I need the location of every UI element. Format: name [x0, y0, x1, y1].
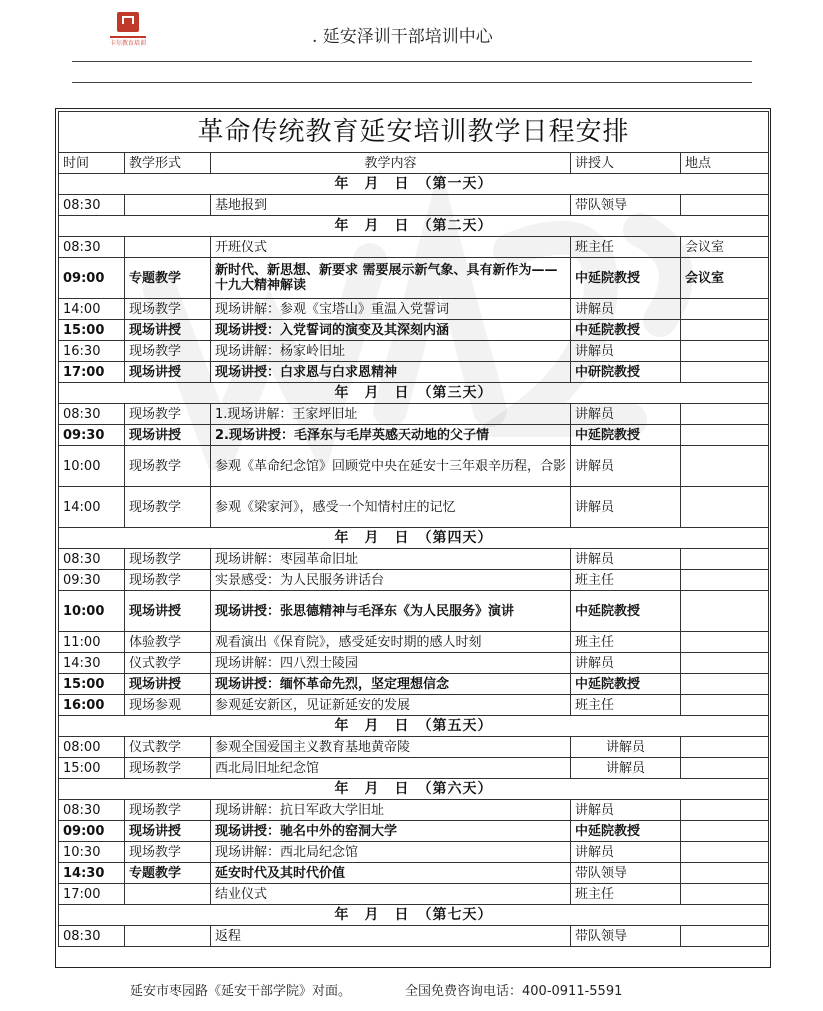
content-cell: 参观《梁家河》，感受一个知情村庄的记忆 — [211, 487, 571, 528]
place-cell — [681, 884, 769, 905]
schedule-row — [59, 487, 769, 528]
footer-phone: 全国免费咨询电话：400-0911-5591 — [405, 984, 623, 999]
form-cell: 现场教学 — [125, 842, 211, 863]
content-cell: 现场讲授：入党誓词的演变及其深刻内涵 — [211, 320, 571, 341]
page-header — [0, 0, 823, 90]
time-cell: 15:00 — [59, 674, 125, 695]
form-cell: 现场教学 — [125, 800, 211, 821]
place-cell — [681, 863, 769, 884]
teacher-cell: 中延院教授 — [571, 821, 681, 842]
schedule-row — [59, 800, 769, 821]
time-cell: 17:00 — [59, 884, 125, 905]
time-cell: 09:30 — [59, 570, 125, 591]
place-cell — [681, 821, 769, 842]
schedule-row — [59, 341, 769, 362]
column-header-form: 教学形式 — [125, 153, 211, 174]
content-cell: 参观《革命纪念馆》回顾党中央在延安十三年艰辛历程，合影 — [211, 446, 571, 487]
schedule-row — [59, 549, 769, 570]
time-cell: 14:30 — [59, 863, 125, 884]
form-cell: 现场教学 — [125, 446, 211, 487]
day-label: 年 月 日 （第一天） — [59, 174, 769, 195]
place-cell — [681, 341, 769, 362]
content-cell: 现场讲解：四八烈士陵园 — [211, 653, 571, 674]
content-cell: 延安时代及其时代价值 — [211, 863, 571, 884]
form-cell: 现场讲授 — [125, 591, 211, 632]
schedule-row — [59, 570, 769, 591]
place-cell — [681, 632, 769, 653]
content-cell: 实景感受：为人民服务讲话台 — [211, 570, 571, 591]
content-cell: 现场讲授：张思德精神与毛泽东《为人民服务》演讲 — [211, 591, 571, 632]
teacher-cell: 班主任 — [571, 632, 681, 653]
schedule-row — [59, 653, 769, 674]
place-cell — [681, 425, 769, 446]
time-cell: 08:30 — [59, 549, 125, 570]
content-cell: 返程 — [211, 926, 571, 947]
day-label: 年 月 日 （第四天） — [59, 528, 769, 549]
day-label: 年 月 日 （第六天） — [59, 779, 769, 800]
content-cell: 现场讲授：驰名中外的窑洞大学 — [211, 821, 571, 842]
place-cell — [681, 195, 769, 216]
place-cell — [681, 653, 769, 674]
content-cell: 参观延安新区，见证新延安的发展 — [211, 695, 571, 716]
content-cell: 现场讲授：白求恩与白求恩精神 — [211, 362, 571, 383]
day-header-row — [59, 216, 769, 237]
time-cell: 10:00 — [59, 446, 125, 487]
day-header-row — [59, 383, 769, 404]
content-cell: 现场讲解：枣园革命旧址 — [211, 549, 571, 570]
place-cell — [681, 926, 769, 947]
column-header-place: 地点 — [681, 153, 769, 174]
place-cell — [681, 404, 769, 425]
place-cell — [681, 299, 769, 320]
time-cell: 14:00 — [59, 487, 125, 528]
content-cell: 现场讲解：杨家岭旧址 — [211, 341, 571, 362]
content-cell: 2.现场讲授：毛泽东与毛岸英感天动地的父子情 — [211, 425, 571, 446]
schedule-row — [59, 926, 769, 947]
schedule-table — [58, 111, 769, 947]
schedule-row — [59, 758, 769, 779]
time-cell: 08:00 — [59, 737, 125, 758]
day-header-row — [59, 174, 769, 195]
column-header-teacher: 讲授人 — [571, 153, 681, 174]
schedule-row — [59, 842, 769, 863]
place-cell — [681, 591, 769, 632]
center-name: . 延安泽训干部培训中心 — [312, 27, 493, 47]
schedule-row — [59, 446, 769, 487]
teacher-cell: 班主任 — [571, 237, 681, 258]
form-cell — [125, 926, 211, 947]
form-cell: 仪式教学 — [125, 653, 211, 674]
content-cell: 新时代、新思想、新要求 需要展示新气象、具有新作为——十九大精神解读 — [211, 258, 571, 299]
schedule-row — [59, 591, 769, 632]
form-cell: 现场教学 — [125, 341, 211, 362]
time-cell: 11:00 — [59, 632, 125, 653]
place-cell — [681, 758, 769, 779]
header-row — [59, 153, 769, 174]
teacher-cell: 中延院教授 — [571, 591, 681, 632]
form-cell — [125, 195, 211, 216]
content-cell: 现场讲解：西北局纪念馆 — [211, 842, 571, 863]
form-cell: 体验教学 — [125, 632, 211, 653]
teacher-cell: 讲解员 — [571, 737, 681, 758]
time-cell: 15:00 — [59, 320, 125, 341]
schedule-row — [59, 821, 769, 842]
place-cell — [681, 737, 769, 758]
time-cell: 09:00 — [59, 821, 125, 842]
schedule-row — [59, 362, 769, 383]
header-rule-bottom — [72, 82, 752, 83]
place-cell — [681, 487, 769, 528]
teacher-cell: 中延院教授 — [571, 425, 681, 446]
teacher-cell: 中延院教授 — [571, 258, 681, 299]
teacher-cell: 班主任 — [571, 695, 681, 716]
teacher-cell: 讲解员 — [571, 549, 681, 570]
form-cell: 现场讲授 — [125, 821, 211, 842]
schedule-row — [59, 320, 769, 341]
form-cell: 现场讲授 — [125, 425, 211, 446]
teacher-cell: 班主任 — [571, 884, 681, 905]
form-cell: 现场教学 — [125, 299, 211, 320]
time-cell: 08:30 — [59, 195, 125, 216]
schedule-row — [59, 674, 769, 695]
teacher-cell: 讲解员 — [571, 653, 681, 674]
time-cell: 17:00 — [59, 362, 125, 383]
time-cell: 08:30 — [59, 237, 125, 258]
day-label: 年 月 日 （第五天） — [59, 716, 769, 737]
teacher-cell: 讲解员 — [571, 487, 681, 528]
time-cell: 08:30 — [59, 800, 125, 821]
time-cell: 16:30 — [59, 341, 125, 362]
teacher-cell: 讲解员 — [571, 800, 681, 821]
time-cell: 14:00 — [59, 299, 125, 320]
column-header-time: 时间 — [59, 153, 125, 174]
place-cell: 会议室 — [681, 237, 769, 258]
schedule-row — [59, 737, 769, 758]
form-cell: 专题教学 — [125, 863, 211, 884]
place-cell — [681, 320, 769, 341]
day-label: 年 月 日 （第二天） — [59, 216, 769, 237]
place-cell — [681, 800, 769, 821]
time-cell: 10:00 — [59, 591, 125, 632]
time-cell: 08:30 — [59, 926, 125, 947]
form-cell: 现场教学 — [125, 404, 211, 425]
content-cell: 西北局旧址纪念馆 — [211, 758, 571, 779]
day-header-row — [59, 528, 769, 549]
schedule-row — [59, 425, 769, 446]
teacher-cell: 讲解员 — [571, 842, 681, 863]
teacher-cell: 带队领导 — [571, 863, 681, 884]
place-cell — [681, 446, 769, 487]
footer-address: 延安市枣园路《延安干部学院》对面。 — [130, 984, 352, 999]
schedule-row — [59, 884, 769, 905]
schedule-row — [59, 237, 769, 258]
content-cell: 观看演出《保育院》，感受延安时期的感人时刻 — [211, 632, 571, 653]
form-cell: 现场教学 — [125, 758, 211, 779]
teacher-cell: 讲解员 — [571, 758, 681, 779]
content-cell: 开班仪式 — [211, 237, 571, 258]
schedule-title: 革命传统教育延安培训教学日程安排 — [59, 112, 769, 153]
teacher-cell: 班主任 — [571, 570, 681, 591]
time-cell: 08:30 — [59, 404, 125, 425]
schedule-row — [59, 195, 769, 216]
teacher-cell: 中延院教授 — [571, 320, 681, 341]
form-cell: 现场讲授 — [125, 320, 211, 341]
content-cell: 基地报到 — [211, 195, 571, 216]
day-header-row — [59, 905, 769, 926]
schedule-row — [59, 695, 769, 716]
time-cell: 16:00 — [59, 695, 125, 716]
place-cell — [681, 695, 769, 716]
content-cell: 结业仪式 — [211, 884, 571, 905]
form-cell: 现场参观 — [125, 695, 211, 716]
form-cell: 现场讲授 — [125, 674, 211, 695]
content-cell: 1.现场讲解：王家坪旧址 — [211, 404, 571, 425]
header-rule-top — [72, 61, 752, 62]
teacher-cell: 带队领导 — [571, 926, 681, 947]
day-header-row — [59, 779, 769, 800]
content-cell: 参观全国爱国主义教育基地黄帝陵 — [211, 737, 571, 758]
teacher-cell: 讲解员 — [571, 299, 681, 320]
form-cell: 现场教学 — [125, 570, 211, 591]
form-cell: 仪式教学 — [125, 737, 211, 758]
teacher-cell: 讲解员 — [571, 446, 681, 487]
logo-icon — [117, 12, 139, 32]
time-cell: 09:00 — [59, 258, 125, 299]
time-cell: 09:30 — [59, 425, 125, 446]
time-cell: 14:30 — [59, 653, 125, 674]
form-cell — [125, 884, 211, 905]
schedule-row — [59, 258, 769, 299]
form-cell: 现场讲授 — [125, 362, 211, 383]
form-cell: 现场教学 — [125, 549, 211, 570]
logo-text: 卡尔教育培训 — [109, 40, 146, 47]
form-cell: 现场教学 — [125, 487, 211, 528]
place-cell: 会议室 — [681, 258, 769, 299]
place-cell — [681, 674, 769, 695]
schedule-row — [59, 404, 769, 425]
schedule-row — [59, 299, 769, 320]
time-cell: 15:00 — [59, 758, 125, 779]
teacher-cell: 带队领导 — [571, 195, 681, 216]
content-cell: 现场讲解：抗日军政大学旧址 — [211, 800, 571, 821]
column-header-content: 教学内容 — [211, 153, 571, 174]
teacher-cell: 中研院教授 — [571, 362, 681, 383]
content-cell: 现场讲解：参观《宝塔山》重温入党誓词 — [211, 299, 571, 320]
teacher-cell: 中延院教授 — [571, 674, 681, 695]
content-cell: 现场讲授：缅怀革命先烈，坚定理想信念 — [211, 674, 571, 695]
day-label: 年 月 日 （第三天） — [59, 383, 769, 404]
teacher-cell: 讲解员 — [571, 341, 681, 362]
form-cell: 专题教学 — [125, 258, 211, 299]
place-cell — [681, 362, 769, 383]
schedule-row — [59, 863, 769, 884]
place-cell — [681, 570, 769, 591]
day-header-row — [59, 716, 769, 737]
place-cell — [681, 549, 769, 570]
teacher-cell: 讲解员 — [571, 404, 681, 425]
logo — [108, 12, 148, 50]
day-label: 年 月 日 （第七天） — [59, 905, 769, 926]
time-cell: 10:30 — [59, 842, 125, 863]
place-cell — [681, 842, 769, 863]
schedule-row — [59, 632, 769, 653]
form-cell — [125, 237, 211, 258]
